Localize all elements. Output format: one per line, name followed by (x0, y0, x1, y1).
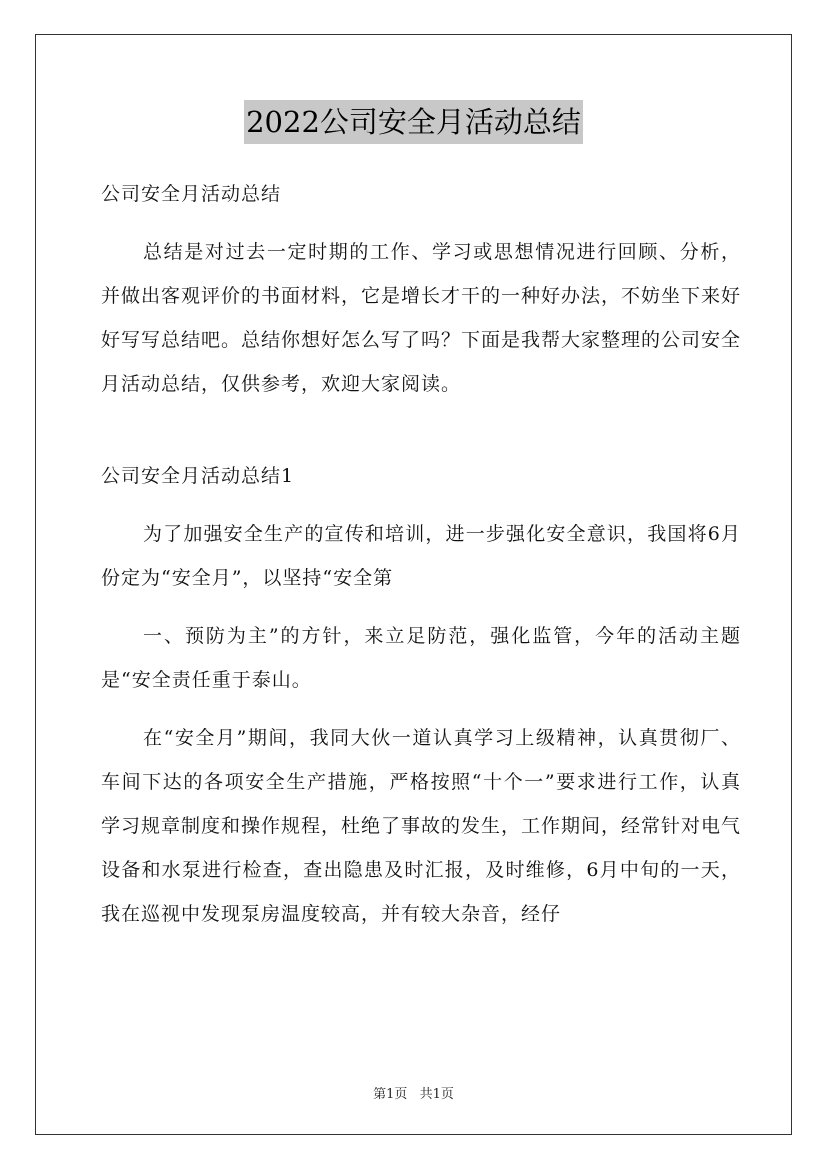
paragraph-2: 一、预防为主”的方针，来立足防范，强化监管，今年的活动主题是“安全责任重于泰山。 (101, 625, 741, 691)
intro-paragraph: 总结是对过去一定时期的工作、学习或思想情况进行回顾、分析，并做出客观评价的书面材料，它是增长才干的一种好办法，不妨坐下来好好写写总结吧。总结你想好怎么写了吗？下面是我帮大家整理的公司安全月活动总结，仅供参考，欢迎大家阅读。 (101, 241, 742, 395)
document-body (101, 172, 741, 936)
page-footer (0, 1083, 827, 1102)
title-container (0, 100, 827, 144)
document-subtitle: 公司安全月活动总结 (101, 183, 282, 205)
paragraph-3: 在“安全月”期间，我同大伙一道认真学习上级精神，认真贯彻厂、车间下达的各项安全生产措施，严格按照“十个一”要求进行工作，认真学习规章制度和操作规程，杜绝了事故的发生，工作期间，经常针对电气设备和水泵进行检查，查出隐患及时汇报，及时维修，6月中旬的一天，我在巡视中发现泵房温度较高，并有较大杂音，经仔 (101, 727, 742, 925)
page-number: 第1页 (373, 1087, 408, 1102)
document-title: 2022公司安全月活动总结 (244, 100, 583, 144)
page-total: 共1页 (419, 1087, 454, 1102)
paragraph-1: 为了加强安全生产的宣传和培训，进一步强化安全意识，我国将6月份定为“安全月”，以坚持“安全第 (101, 523, 741, 589)
section-heading-1: 公司安全月活动总结1 (101, 465, 295, 487)
